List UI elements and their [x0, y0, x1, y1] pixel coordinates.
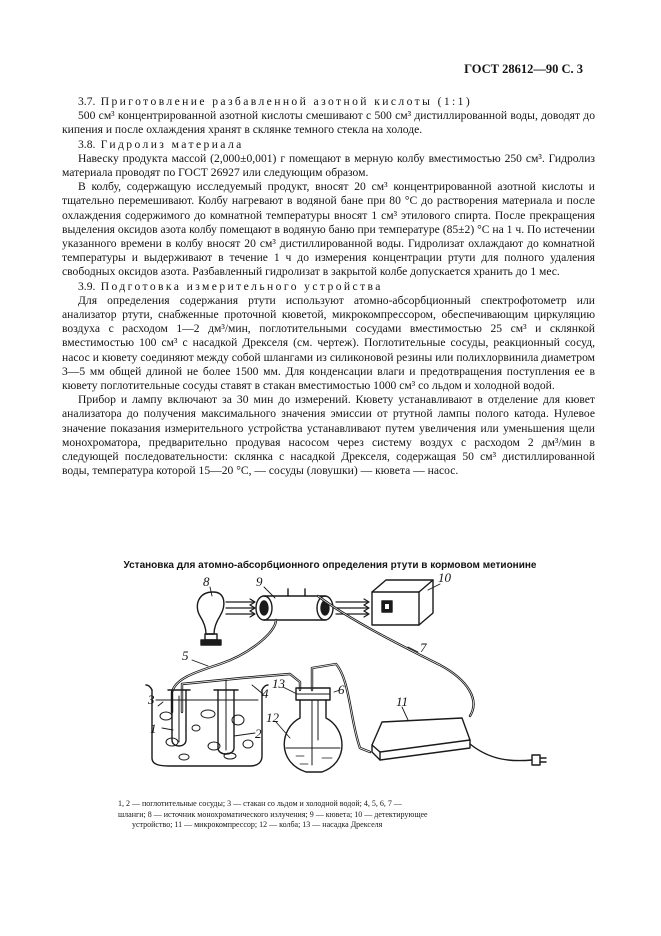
absorber-1 [168, 690, 190, 746]
label-6: 6 [338, 682, 345, 697]
light-rays-right [336, 599, 369, 617]
caption-line: шланги; 8 — источник монохроматического излучения; 9 — кювета; 10 — детектирующее [118, 809, 428, 819]
figure-caption [118, 799, 588, 831]
label-7: 7 [420, 640, 427, 655]
detector-box [372, 580, 433, 625]
label-10: 10 [438, 570, 451, 585]
label-9: 9 [256, 574, 263, 589]
absorber-2 [214, 680, 238, 754]
paragraph: 500 см³ концентрированной азотной кислоты смешивают с 500 см³ дистиллированной воды, доводят до кипения и после охлаждения хранят в склянке темного стекла на холоде. [62, 109, 595, 137]
label-8: 8 [203, 574, 210, 589]
section-heading-3-7: 3.7. Приготовление разбавленной азотной кислоты (1:1) [78, 95, 473, 108]
section-heading-3-8: 3.8. Гидролиз материала [78, 137, 244, 151]
beaker-ice [146, 685, 268, 766]
label-11: 11 [396, 694, 409, 709]
figure-title: Установка для атомно-абсорбционного определения ртути в кормовом метионине [123, 560, 537, 571]
label-12: 12 [266, 710, 279, 725]
hose-5 [172, 620, 276, 712]
caption-line: 1, 2 — поглотительные сосуды; 3 — стакан со льдом и холодной водой; 4, 5, 6, 7 — [118, 799, 402, 808]
label-3: 3 [148, 692, 155, 707]
paragraph: Навеску продукта массой (2,000±0,001) г помещают в мерную колбу вместимостью 250 см³. Гидролиз материала проводят по ГОСТ 26927 или следующим образом. [62, 151, 595, 180]
microcompressor [372, 718, 546, 765]
caption-line: устройство; 11 — микрокомпрессор; 12 — колба; 13 — насадка Дрекселя [132, 820, 383, 829]
light-rays-left [226, 599, 255, 617]
label-13: 13 [272, 676, 285, 691]
flask [284, 700, 342, 772]
label-4: 4 [262, 686, 269, 701]
label-2: 2 [255, 726, 262, 741]
page-header: ГОСТ 28612—90 С. 3 [464, 62, 583, 76]
lamp-source [197, 592, 224, 645]
section-heading-3-9: 3.9. Подготовка измерительного устройства [78, 279, 383, 293]
leader-lines [158, 584, 440, 738]
label-1: 1 [150, 721, 157, 736]
paragraph: Прибор и лампу включают за 30 мин до измерений. Кювету устанавливают в отделение для кювет анализатора до получения максимального значения эмиссии от ртутной лампы полого катода. Нулевое значение показания измерительного устройства устанавливают путем увеличения или уменьшения щели монохроматора, предварительно продувая насосом через систему воздух с расходом 2 дм³/мин в следующей последовательности: склянка с насадкой Дрекселя, содержащая 50 см³ дистиллированной воды, температура которой 15—20 °С, — сосуды (ловушки) — кювета — насос. [62, 393, 595, 478]
paragraph: В колбу, содержащую исследуемый продукт, вносят 20 см³ концентрированной азотной кислоты и тщательно перемешивают. Колбу нагревают в водяной бане при 80 °С до растворения материала и после охлаждения содержимого до комнатной температуры вносят 1 см³ этилового спирта. После прекращения выделения оксидов азота колбу помещают в водяную баню при температуре (85±2) °С на 1 ч. По истечении указанного времени в колбу вносят 20 см³ дистиллированной воды. Гидролизат охлаждают до комнатной температуры и выдерживают в течение 1 ч до измерения концентрации ртути для полного удаления свободных оксидов азота. Разбавленный гидролизат в закрытой колбе допускается хранить до 1 мес. [62, 180, 595, 279]
cuvette [256, 589, 333, 620]
paragraph: Для определения содержания ртути используют атомно-абсорбционный спектрофотометр или анализатор ртути, снабженные проточной кюветой, микрокомпрессором, обеспечивающим циркуляцию воздуха с расходом 1—2 дм³/мин, поглотительными сосудами вместимостью 25 см³ и склянкой вместимостью 100 см³ с насадкой Дрекселя (см. чертеж). Поглотительные сосуды, реакционный сосуд, насос и кювету соединяют между собой шлангами из силиконовой резины или полихлорвинила диаметром 3—5 мм общей длиной не более 1500 мм. Для конденсации влаги и предотвращения поступления ее в кювету поглотительные сосуды ставят в стакан вместимостью 1000 см³ со льдом и холодной водой. [62, 293, 595, 393]
label-5: 5 [182, 648, 189, 663]
